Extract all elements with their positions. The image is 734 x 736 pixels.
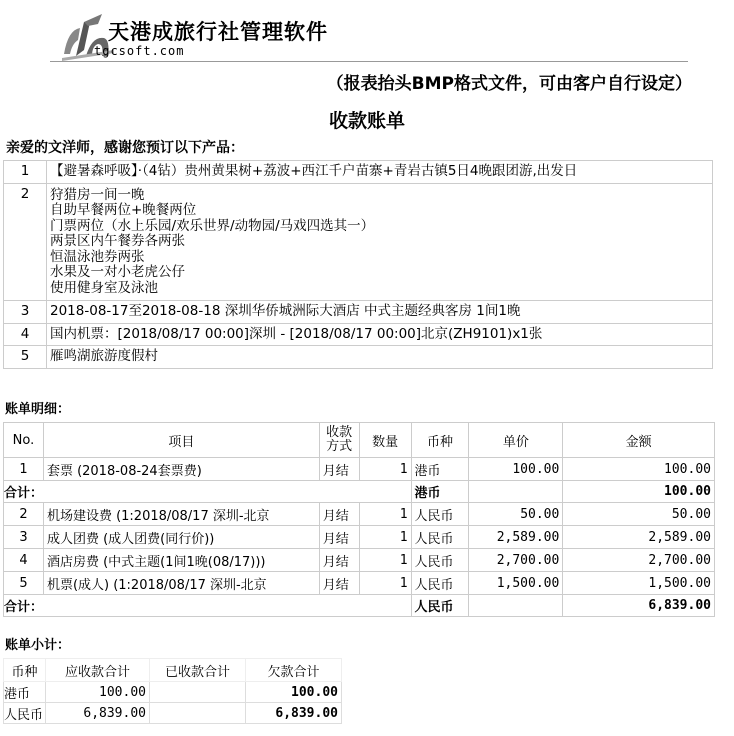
product-desc [47,323,713,346]
detail-item: 酒店房费 (中式主题(1间1晚(08/17))) [43,549,319,572]
subtotal-amount: 6,839.00 [563,595,715,617]
detail-pay-method: 月结 [319,458,359,481]
detail-pay-method: 月结 [319,549,359,572]
sum-col-currency: 币种 [4,659,46,682]
col-price: 单价 [469,423,563,458]
product-no: 5 [4,346,47,369]
summary-currency: 港币 [4,682,46,703]
detail-amount: 2,700.00 [563,549,715,572]
detail-qty: 1 [359,572,411,595]
product-line: 【避暑森呼吸】·（4钻）贵州黄果树+荔波+西江千户苗寨+青岩古镇5日4晚跟团游,出发日 [50,163,578,179]
subtotal-row [4,595,715,617]
company-url: tgcsoft.com [94,44,185,58]
product-no: 3 [4,301,47,324]
subtotal-spacer [469,481,563,503]
detail-item: 机场建设费 (1:2018/08/17 深圳-北京 [43,503,319,526]
product-line: 自助早餐两位+晚餐两位 [50,202,197,218]
col-qty: 数量 [359,423,411,458]
detail-amount: 2,589.00 [563,526,715,549]
subtotal-row [4,481,715,503]
detail-currency: 人民币 [411,572,469,595]
company-name: 天港成旅行社管理软件 [108,20,328,44]
detail-item: 机票(成人) (1:2018/08/17 深圳-北京 [43,572,319,595]
detail-amount: 50.00 [563,503,715,526]
summary-currency: 人民币 [4,703,46,724]
detail-item: 套票 (2018-08-24套票费) [43,458,319,481]
detail-item: 成人团费 (成人团费(同行价)) [43,526,319,549]
detail-qty: 1 [359,526,411,549]
detail-currency: 人民币 [411,549,469,572]
details-row [4,572,715,595]
summary-row [4,703,342,724]
product-row [4,301,713,324]
detail-price: 100.00 [469,458,563,481]
detail-no: 2 [4,503,44,526]
detail-pay-method: 月结 [319,526,359,549]
sum-col-received: 已收款合计 [150,659,246,682]
greeting: 亲爱的文洋师，感谢您预订以下产品： [6,140,244,156]
details-row [4,458,715,481]
subtotal-currency: 人民币 [411,595,469,617]
product-line: 狩猎房一间一晚 [50,186,145,203]
summary-received [150,682,246,703]
col-no: No. [4,423,44,458]
detail-currency: 港币 [411,458,469,481]
products-table [3,160,713,369]
summary-table [3,658,342,724]
details-row [4,526,715,549]
detail-pay-method: 月结 [319,503,359,526]
details-header-row [4,423,715,458]
detail-no: 5 [4,572,44,595]
detail-qty: 1 [359,458,411,481]
product-line: 门票两位（水上乐园/欢乐世界/动物园/马戏四选其一） [50,217,375,234]
col-pay-method-label: 收款方式 [326,425,353,454]
details-label: 账单明细： [5,402,71,417]
product-no: 1 [4,161,47,184]
detail-currency: 人民币 [411,503,469,526]
details-table [3,422,715,617]
summary-receivable: 6,839.00 [46,703,150,724]
col-currency: 币种 [411,423,469,458]
subtotal-label: 合计： [4,481,412,503]
details-row [4,503,715,526]
product-desc [47,346,713,369]
detail-amount: 100.00 [563,458,715,481]
col-pay-method [319,423,359,458]
header-note: （报表抬头BMP格式文件，可由客户自行设定） [326,74,692,94]
detail-pay-method: 月结 [319,572,359,595]
product-row [4,346,713,369]
bill-title: 收款账单 [328,110,405,132]
col-amount: 金额 [563,423,715,458]
subtotal-label: 合计： [4,595,412,617]
detail-no: 1 [4,458,44,481]
detail-amount: 1,500.00 [563,572,715,595]
detail-qty: 1 [359,549,411,572]
detail-no: 4 [4,549,44,572]
product-desc [47,301,713,324]
details-row [4,549,715,572]
product-desc [47,161,713,184]
detail-price: 50.00 [469,503,563,526]
product-line: 国内机票：[2018/08/17 00:00]深圳 - [2018/08/17 00:00]北京(ZH9101)x1张 [50,325,543,342]
product-row [4,183,713,301]
sum-col-receivable: 应收款合计 [46,659,150,682]
detail-price: 2,589.00 [469,526,563,549]
product-row [4,161,713,184]
product-line: 两景区内午餐券各两张 [50,233,185,249]
detail-price: 1,500.00 [469,572,563,595]
summary-row [4,682,342,703]
sum-col-owed: 欠款合计 [246,659,342,682]
detail-currency: 人民币 [411,526,469,549]
detail-qty: 1 [359,503,411,526]
detail-no: 3 [4,526,44,549]
product-line: 雁鸣湖旅游度假村 [50,348,158,364]
subtotal-amount: 100.00 [563,481,715,503]
product-no: 2 [4,183,47,301]
header-divider [50,61,688,62]
summary-header-row [4,659,342,682]
summary-owed: 100.00 [246,682,342,703]
summary-label: 账单小计： [5,638,71,653]
summary-owed: 6,839.00 [246,703,342,724]
subtotal-currency: 港币 [411,481,469,503]
product-line: 使用健身室及泳池 [50,279,158,296]
subtotal-spacer [469,595,563,617]
product-desc [47,183,713,301]
product-line: 水果及一对小老虎公仔 [50,264,185,280]
summary-receivable: 100.00 [46,682,150,703]
product-line: 2018-08-17至2018-08-18 深圳华侨城洲际大酒店 中式主题经典客房 1间1晚 [50,303,521,319]
summary-received [150,703,246,724]
col-item: 项目 [43,423,319,458]
product-line: 恒温泳池券两张 [50,248,145,265]
product-row [4,323,713,346]
detail-price: 2,700.00 [469,549,563,572]
product-no: 4 [4,323,47,346]
